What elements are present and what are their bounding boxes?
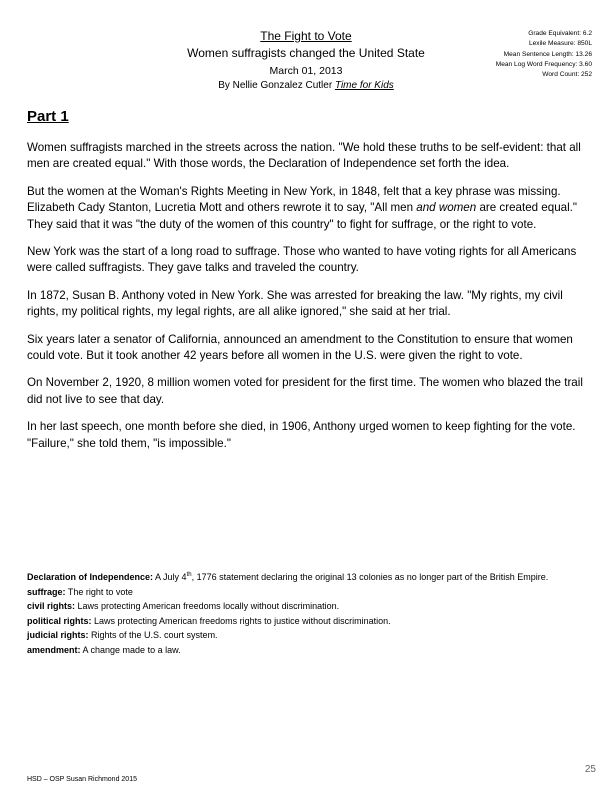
- stat-sentence-length: Mean Sentence Length: 13.26: [503, 50, 592, 58]
- glossary-term: political rights:: [27, 615, 92, 626]
- glossary-definition-cont: , 1776 statement declaring the original 13 colonies as no longer part of the British Empire.: [191, 572, 549, 582]
- glossary-definition: Laws protecting American freedoms rights to justice without discrimination.: [91, 615, 391, 626]
- glossary-entry: [27, 570, 592, 585]
- stat-word-count: Word Count: 252: [542, 71, 592, 79]
- article-subtitle: Women suffragists changed the United State: [187, 46, 425, 60]
- glossary-definition: Rights of the U.S. court system.: [88, 630, 218, 640]
- glossary-entry: [27, 628, 592, 643]
- glossary-entry: [27, 643, 592, 658]
- article-body: [27, 140, 585, 463]
- glossary-definition: A change made to a law.: [80, 644, 181, 655]
- glossary-term: suffrage:: [27, 586, 66, 597]
- stat-lexile: Lexile Measure: 850L: [528, 40, 592, 48]
- glossary-term: judicial rights:: [27, 630, 89, 640]
- page-number: 25: [584, 764, 596, 775]
- glossary-definition: The right to vote: [65, 586, 133, 597]
- glossary-term: amendment:: [27, 644, 81, 655]
- part-heading: Part 1: [27, 108, 69, 125]
- paragraph-6: On November 2, 1920, 8 million women voted for president for the first time. The women who blazed the trail did not live to see that day.: [27, 376, 583, 406]
- article-byline: [150, 79, 462, 92]
- glossary-definition: Laws protecting American freedoms locally without discrimination.: [75, 601, 340, 611]
- article-header: [150, 28, 462, 92]
- paragraph-5: Six years later a senator of California, announced an amendment to the Constitution to ensure that women could vote. But it took another 42 years before all women in the U.S. were given the right to vote.: [27, 332, 573, 363]
- glossary-entry: [27, 599, 592, 614]
- byline-source: Time for Kids: [334, 80, 394, 91]
- article-date: March 01, 2013: [269, 65, 343, 77]
- paragraph-2-text-a: But the women at the Woman's Rights Meeting in New York, in 1848, felt that a key phrase was missing. Elizabeth Cady Stanton, Lucretia Mott and others rewrote it to say, "All men: [27, 184, 561, 215]
- readability-stats: [496, 29, 592, 80]
- byline-author: By Nellie Gonzalez Cutler: [218, 80, 335, 91]
- glossary-entry: [27, 585, 592, 600]
- paragraph-1: Women suffragists marched in the streets across the nation. "We hold these truths to be self-evident: that all men are created equal." With those words, the Declaration of Independence set forth the idea.: [27, 141, 581, 171]
- article-title: The Fight to Vote: [260, 29, 352, 43]
- paragraph-7: In her last speech, one month before she died, in 1906, Anthony urged women to keep fighting for the vote. "Failure," she told them, "is impossible.": [27, 420, 576, 450]
- paragraph-2: [27, 184, 585, 233]
- stat-grade: Grade Equivalent: 6.2: [528, 30, 592, 37]
- paragraph-2-emphasis: and women: [416, 201, 477, 215]
- glossary-term: civil rights:: [27, 601, 76, 611]
- glossary: [27, 570, 592, 657]
- glossary-definition: A July 4: [153, 572, 187, 582]
- glossary-entry: [27, 614, 592, 629]
- glossary-superscript: th: [186, 572, 192, 578]
- glossary-term: Declaration of Independence:: [27, 572, 154, 582]
- paragraph-4: In 1872, Susan B. Anthony voted in New York. She was arrested for breaking the law. "My rights, my civil rights, my political rights, my legal rights, are all alike ignored," she said at her trial.: [27, 288, 563, 319]
- paragraph-2-text-b: are created equal." They said that it was "the duty of the women of this country" to fight for suffrage, or the right to vote.: [27, 201, 578, 231]
- page-footer: HSD – OSP Susan Richmond 2015: [27, 776, 137, 783]
- paragraph-3: New York was the start of a long road to suffrage. Those who wanted to have voting rights for all Americans were called suffragists. They gave talks and traveled the country.: [27, 245, 577, 275]
- stat-word-frequency: Mean Log Word Frequency: 3.60: [495, 60, 592, 68]
